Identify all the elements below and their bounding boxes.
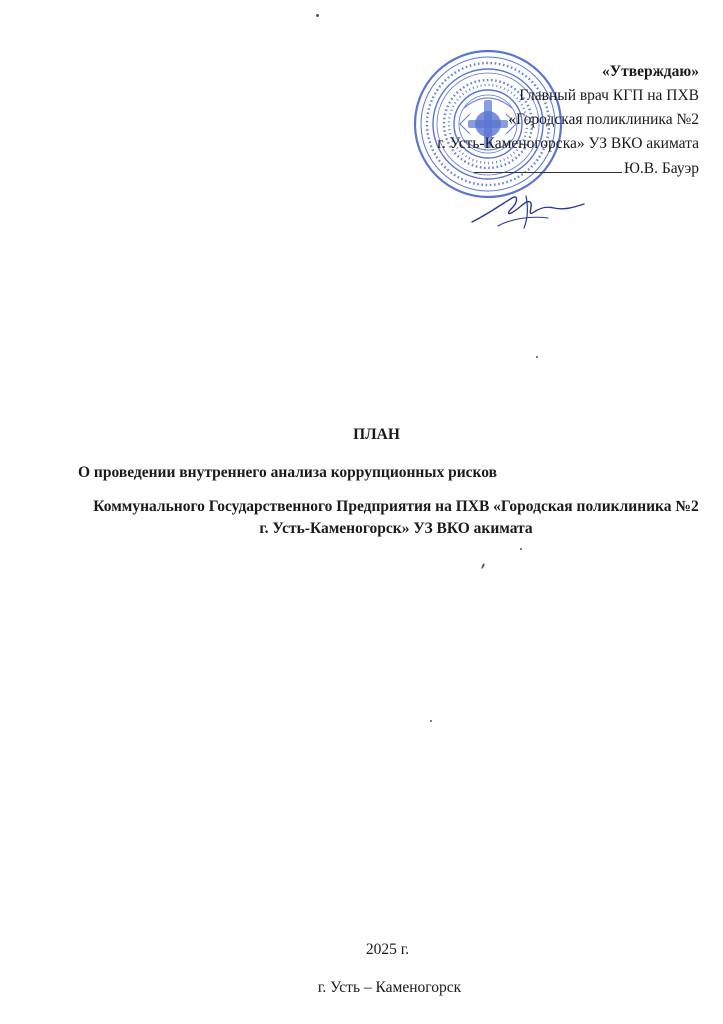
signature-underline xyxy=(474,156,622,173)
scan-speck xyxy=(430,720,432,722)
approval-organization: «Городская поликлиника №2 xyxy=(508,111,699,128)
scan-speck xyxy=(536,356,538,358)
scan-speck xyxy=(520,548,522,550)
document-year: 2025 г. xyxy=(365,941,410,958)
approval-position: Главный врач КГП на ПХВ xyxy=(519,87,699,104)
document-city: г. Усть – Каменогорск xyxy=(317,979,462,996)
signature-icon xyxy=(468,188,588,232)
scan-speck xyxy=(316,14,319,17)
approval-signer: Ю.В. Бауэр xyxy=(623,160,699,177)
approval-signature-line xyxy=(339,156,699,181)
approval-city: г. Усть-Каменогорска» УЗ ВКО акимата xyxy=(437,135,699,152)
page-title: ПЛАН xyxy=(353,426,400,443)
plan-organization: Коммунального Государственного Предприятия на ПХВ «Городская поликлиника №2 г. Усть-Каменогорск» УЗ ВКО акимата xyxy=(93,498,699,537)
title-block xyxy=(0,424,723,537)
scan-speck xyxy=(481,563,485,569)
approval-block xyxy=(339,60,699,181)
plan-subtitle: О проведении внутреннего анализа коррупционных рисков xyxy=(78,464,497,481)
approval-title: «Утверждаю» xyxy=(601,63,699,80)
